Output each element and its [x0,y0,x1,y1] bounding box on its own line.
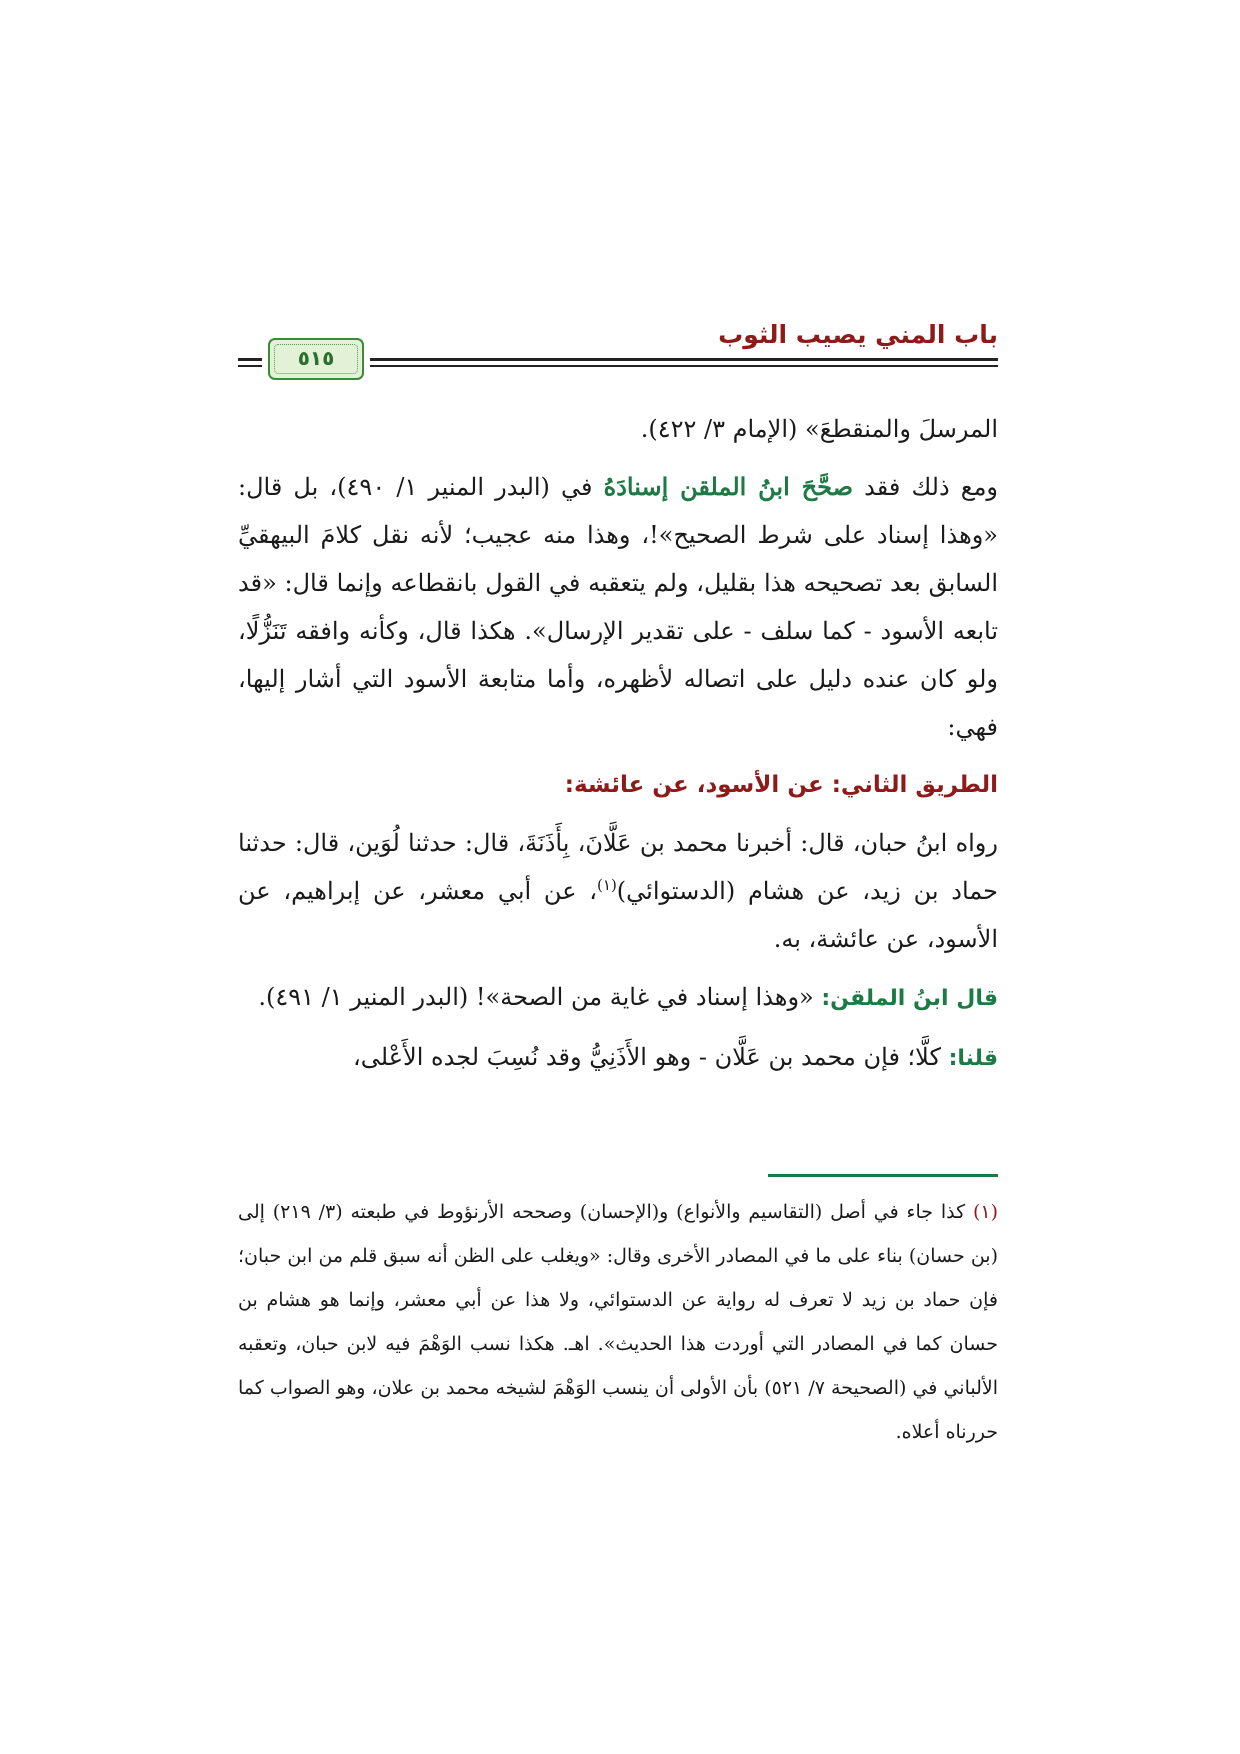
footnote-text: كذا جاء في أصل (التقاسيم والأنواع) و(الإحسان) وصححه الأرنؤوط في طبعته (٣/ ٢١٩) إلى (بن حسان) بناء على ما في المصادر الأخرى وقال: «ويغلب على الظن أنه سبق قلم من ابن حبان؛ فإن حماد بن زيد لا تعرف له رواية عن الدستوائي، ولا هذا عن أبي معشر، وإنما هو هشام بن حسان كما في المصادر التي أوردت هذا الحديث». اهـ. هكذا نسب الوَهْمَ فيه لابن حبان، وتعقبه الألباني في (الصحيحة ٧/ ٥٢١) بأن الأولى أن ينسب الوَهْمَ لشيخه محمد بن علان، وهو الصواب كما حررناه أعلاه. [238,1201,998,1443]
paragraph-4-text: «وهذا إسناد في غاية من الصحة»! (البدر المنير ١/ ٤٩١). [258,983,814,1011]
page-header [238,312,998,382]
paragraph-5 [238,1033,998,1083]
paragraph-3-text-end: ، عن أبي معشر، عن إبراهيم، عن الأسود، عن عائشة، به. [238,877,998,953]
highlighted-phrase: صحَّحَ ابنُ الملقن إسنادَهُ [603,472,853,501]
paragraph-5-lead: قلنا: [948,1046,998,1071]
paragraph-4-lead: قال ابنُ الملقن: [821,986,998,1011]
paragraph-5-text: كلَّا؛ فإن محمد بن عَلَّان - وهو الأَذَنِيُّ وقد نُسِبَ لجده الأَعْلى، [353,1043,941,1071]
paragraph-2-text: في (البدر المنير ١/ ٤٩٠)، بل قال: «وهذا إسناد على شرط الصحيح»!، وهذا منه عجيب؛ لأنه نقل كلامَ البيهقيِّ السابق بعد تصحيحه هذا بقليل، ولم يتعقبه في القول بانقطاعه وإنما قال: «قد تابعه الأسود - كما سلف - على تقدير الإرسال». هكذا قال، وكأنه وافقه تَنَزُّلًا، ولو كان عنده دليل على اتصاله لأظهره، وأما متابعة الأسود التي أشار إليها، فهي: [238,473,999,741]
paragraph-3-text: رواه ابنُ حبان، قال: أخبرنا محمد بن عَلَّانَ، بِأَذَنَةَ، قال: حدثنا لُوَين، قال: حدثنا حماد بن زيد، عن هشام (الدستوائي) [238,829,998,905]
header-rule-thick [370,358,998,361]
paragraph-2-intro: ومع ذلك فقد [864,473,999,501]
section-heading: الطريق الثاني: عن الأسود، عن عائشة: [564,772,998,798]
paragraph-1: المرسلَ والمنقطعَ» (الإمام ٣/ ٤٢٢). [640,415,998,443]
footnote-separator [768,1174,998,1177]
page-number-badge [268,338,364,380]
footnote-ref[interactable]: (١) [597,876,617,894]
main-text [238,405,998,1083]
chapter-title: باب المني يصيب الثوب [718,320,998,349]
header-rule-thin [370,365,998,367]
paragraph-3 [238,819,998,963]
footnote-number: (١) [972,1201,999,1223]
paragraph-2 [238,463,998,751]
header-rule-left-thick [238,358,262,361]
paragraph-4 [238,973,998,1023]
footnote-1 [238,1190,998,1454]
header-rule-left-thin [238,365,262,367]
page-number: ٥١٥ [297,346,335,370]
